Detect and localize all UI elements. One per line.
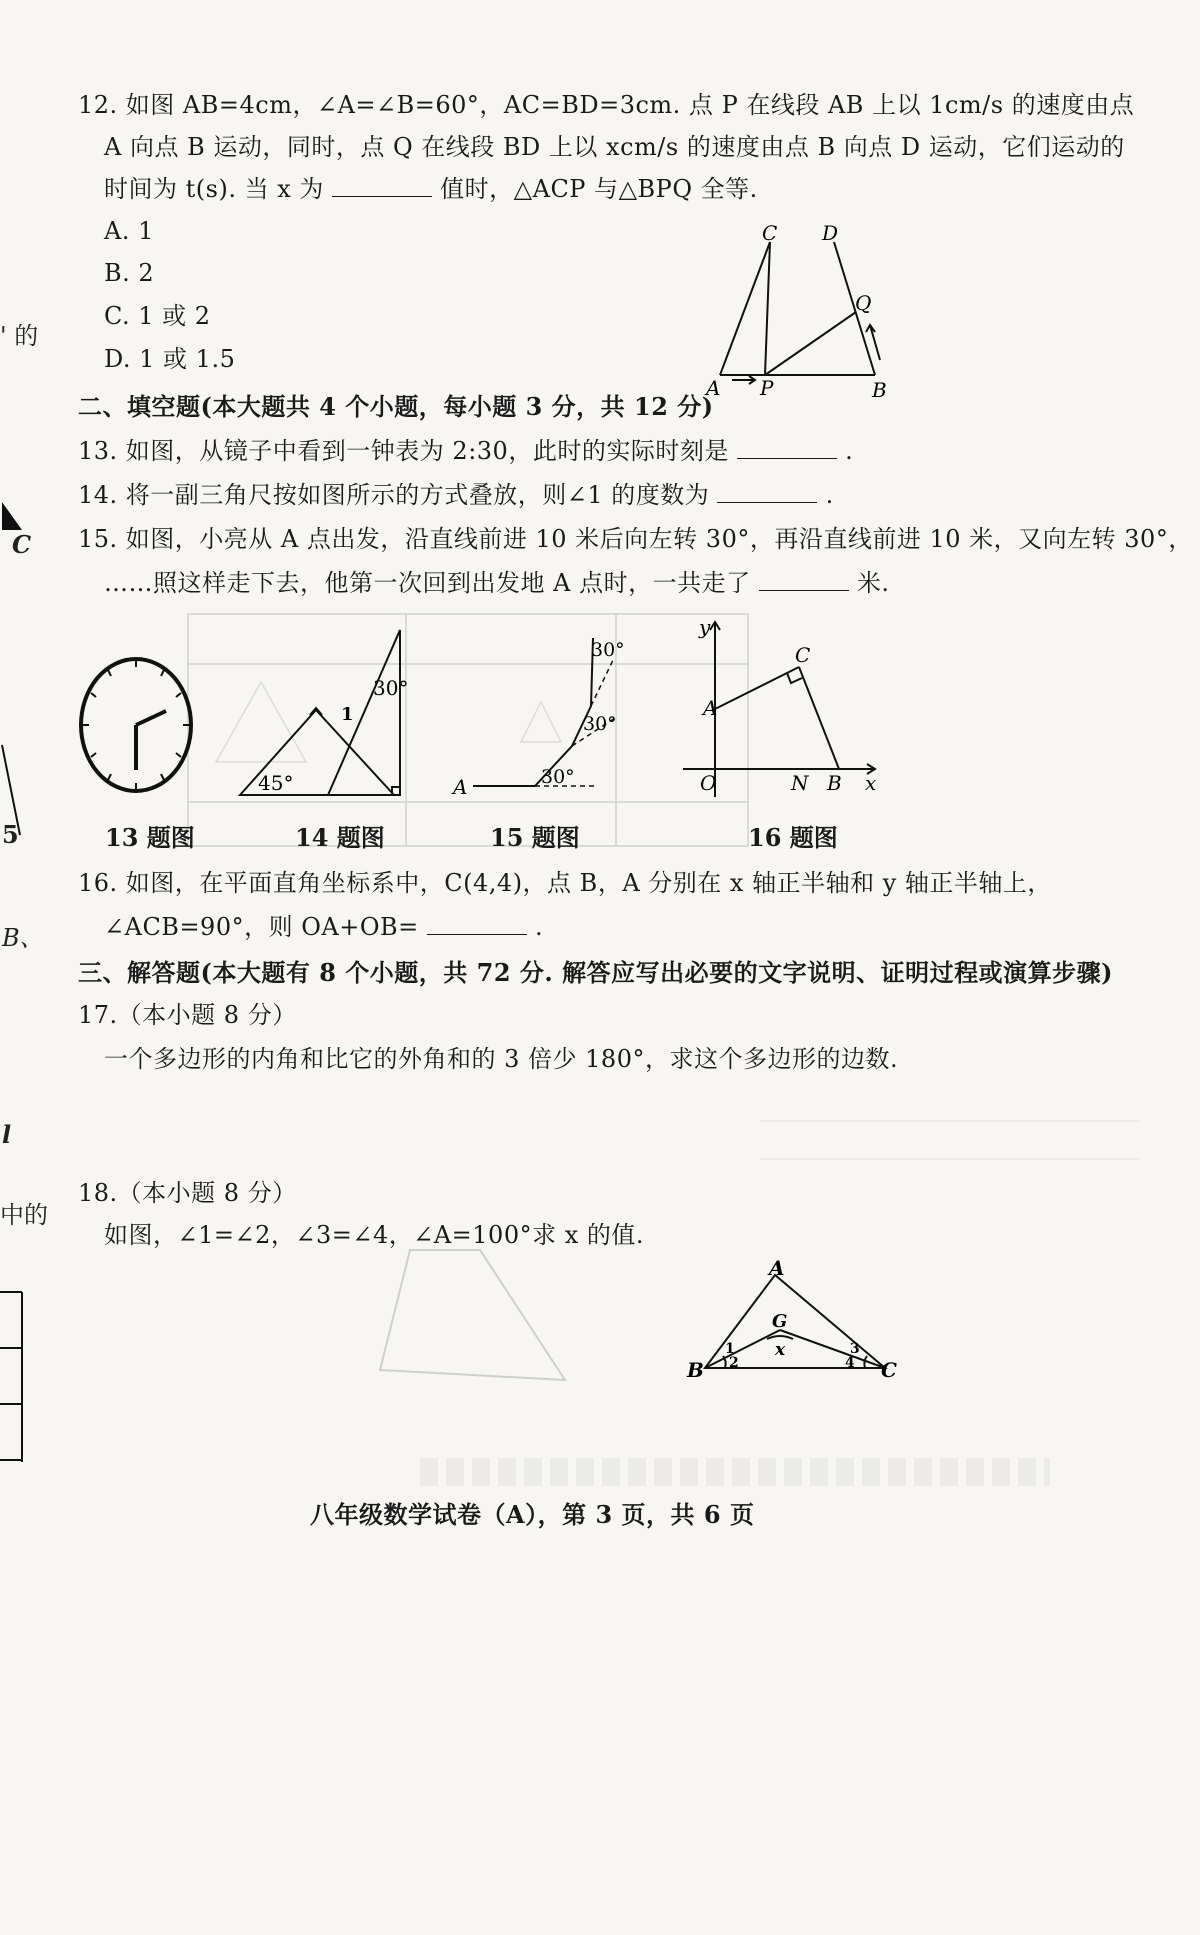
fig15-angle-1: 30° [541, 766, 575, 788]
q13 [78, 434, 853, 468]
clock-hour-hand [136, 711, 166, 725]
bleed-through-footer [420, 1458, 1050, 1486]
q13-answer-blank [737, 436, 837, 459]
caption-16: 16 题图 [748, 823, 838, 852]
angle-arc-b [723, 1356, 726, 1368]
fig18-angle-1: 1 [725, 1341, 735, 1357]
segment-ac [720, 242, 770, 375]
right-angle-mark-c [787, 673, 802, 683]
fig12-label-q: Q [855, 291, 872, 315]
q16-line2-start: ∠ACB=90°，则 OA+OB= [104, 913, 419, 941]
fig12-label-p: P [760, 376, 774, 400]
q16-line2 [104, 910, 543, 944]
segment-cb [799, 667, 839, 769]
fig15-angle-2: 30° [583, 713, 617, 735]
caption-14: 14 题图 [295, 823, 385, 852]
fig16-label-y: y [699, 615, 711, 639]
coordinate-figure [675, 612, 890, 802]
q16-answer-blank [427, 912, 527, 935]
q12-figure [700, 220, 910, 405]
fig12-label-d: D [822, 221, 839, 245]
fig14-angle-30: 30° [373, 676, 409, 700]
q16-line2-end: . [535, 913, 544, 941]
segment-cp [765, 242, 770, 375]
fig15-angle-3: 30° [591, 639, 625, 661]
fig12-label-b: B [872, 378, 887, 402]
clock-figure [78, 655, 198, 795]
fig16-label-n: N [791, 771, 809, 795]
q15-line2 [104, 566, 890, 600]
edge-fragment-3: 5 [2, 820, 19, 849]
fig18-label-x: x [775, 1340, 786, 1360]
bisector-cg [780, 1330, 885, 1368]
q18-figure [685, 1255, 900, 1385]
fig12-label-a: A [706, 376, 721, 400]
fig18-angle-3: 3 [850, 1341, 860, 1357]
bisector-bg [705, 1330, 780, 1368]
q12-option-a: A. 1 [104, 217, 154, 245]
edge-fragment-2: C [12, 530, 32, 559]
q15-line1: 15. 如图，小亮从 A 点出发，沿直线前进 10 米后向左转 30°，再沿直线前进 10 米，又向左转 30°， [78, 525, 1193, 553]
edge-table-mark [0, 1290, 30, 1465]
set-square-figure [228, 620, 418, 805]
fig16-label-c: C [795, 643, 811, 667]
fig16-label-b: B [827, 771, 842, 795]
fig18-label-a: A [769, 1256, 785, 1280]
q17-header: 17.（本小题 8 分） [78, 1001, 297, 1029]
q14-end: . [825, 481, 834, 509]
caption-13: 13 题图 [105, 823, 195, 852]
bleed-through-text [760, 1090, 1140, 1160]
extension-3 [591, 660, 613, 706]
walking-path-figure [445, 628, 635, 803]
fig14-angle-45: 45° [258, 771, 294, 795]
quad-fill [715, 667, 839, 769]
fig16-label-a: A [703, 696, 718, 720]
q12-option-b: B. 2 [104, 259, 155, 287]
q15-answer-blank [759, 568, 849, 591]
q12-line3-end: 值时，△ACP 与△BPQ 全等. [440, 175, 758, 203]
caption-15: 15 题图 [490, 823, 580, 852]
q17-body: 一个多边形的内角和比它的外角和的 3 倍少 180°，求这个多边形的边数. [104, 1045, 899, 1073]
q12-answer-blank [332, 174, 432, 197]
section3-title: 三、解答题(本大题有 8 个小题，共 72 分. 解答应写出必要的文字说明、证明过程或演算步骤) [78, 958, 1113, 987]
fig16-label-o: O [700, 771, 717, 795]
fig18-angle-2: 2 [729, 1355, 739, 1371]
angle-x-arc [767, 1336, 793, 1339]
q15-line2-end: 米. [856, 569, 890, 597]
page-footer: 八年级数学试卷（A），第 3 页，共 6 页 [310, 1500, 755, 1529]
fig14-angle-1: 1 [341, 704, 354, 725]
q12-option-c: C. 1 或 2 [104, 302, 211, 330]
q18-body: 如图，∠1=∠2，∠3=∠4，∠A=100°求 x 的值. [104, 1221, 645, 1249]
fig16-label-x: x [865, 771, 877, 795]
fig15-label-a: A [453, 775, 468, 799]
edge-fragment-4: B、 [2, 924, 44, 952]
fig18-label-c: C [881, 1358, 897, 1382]
fig12-label-c: C [762, 221, 778, 245]
q13-end: . [845, 437, 854, 465]
fig18-label-g: G [772, 1311, 788, 1332]
edge-fragment-1: ' 的 [0, 322, 39, 350]
q13-text: 13. 如图，从镜子中看到一钟表为 2:30，此时的实际时刻是 [78, 437, 729, 465]
q12-line3 [104, 172, 758, 206]
q12-line2: A 向点 B 运动，同时，点 Q 在线段 BD 上以 xcm/s 的速度由点 B 向点 D 运动，它们运动的 [104, 133, 1125, 161]
fig18-label-b: B [687, 1358, 704, 1382]
q14-answer-blank [717, 480, 817, 503]
section2-title: 二、填空题(本大题共 4 个小题，每小题 3 分，共 12 分) [78, 392, 714, 421]
arrow-q-direction [870, 325, 880, 360]
q15-line2-start: ……照这样走下去，他第一次回到出发地 A 点时，一共走了 [104, 569, 751, 597]
q12-option-d: D. 1 或 1.5 [104, 345, 236, 373]
q16-line1: 16. 如图，在平面直角坐标系中，C(4,4)，点 B，A 分别在 x 轴正半轴和 y 轴正半轴上， [78, 869, 1052, 897]
q14 [78, 478, 834, 512]
edge-fragment-6: 中的 [0, 1201, 48, 1229]
q12-line1: 12. 如图 AB=4cm，∠A=∠B=60°，AC=BD=3cm. 点 P 在线段 AB 上以 1cm/s 的速度由点 [78, 91, 1135, 119]
q18-header: 18.（本小题 8 分） [78, 1179, 297, 1207]
segment-pq [765, 312, 856, 375]
walk-path [473, 638, 593, 786]
triangle-30 [328, 630, 400, 795]
bleed-through-triangle [370, 1240, 590, 1400]
fig18-angle-4: 4 [845, 1355, 855, 1371]
q14-text: 14. 将一副三角尺按如图所示的方式叠放，则∠1 的度数为 [78, 481, 710, 509]
edge-fragment-5: l [2, 1120, 12, 1149]
q12-line3-start: 时间为 t(s). 当 x 为 [104, 175, 324, 203]
